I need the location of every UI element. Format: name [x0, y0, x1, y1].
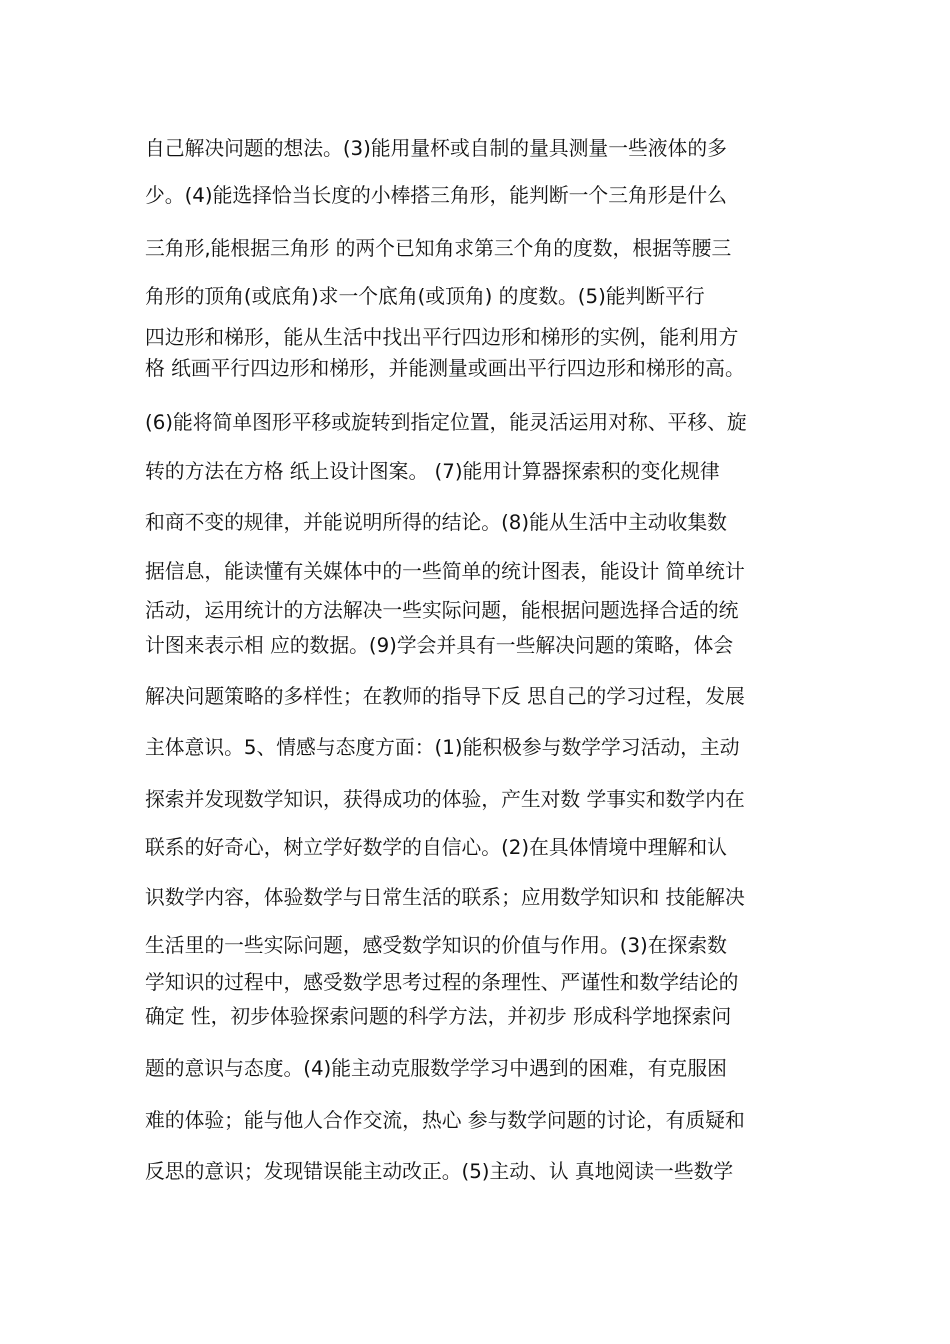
text-line: 探索并发现数学知识，获得成功的体验，产生对数 学事实和数学内在 [145, 788, 745, 811]
text-line: 格 纸画平行四边形和梯形，并能测量或画出平行四边形和梯形的高。 [145, 357, 745, 380]
text-line: 三角形,能根据三角形 的两个已知角求第三个角的度数，根据等腰三 [145, 237, 732, 260]
text-line: 确定 性，初步体验探索问题的科学方法，并初步 形成科学地探索问 [145, 1005, 732, 1028]
text-line: 和商不变的规律，并能说明所得的结论。(8)能从生活中主动收集数 [145, 511, 727, 534]
text-line: 反思的意识；发现错误能主动改正。(5)主动、认 真地阅读一些数学 [145, 1160, 734, 1183]
text-line: 联系的好奇心，树立学好数学的自信心。(2)在具体情境中理解和认 [145, 836, 727, 859]
text-line: 角形的顶角(或底角)求一个底角(或顶角) 的度数。(5)能判断平行 [145, 285, 705, 308]
text-line: 识数学内容，体验数学与日常生活的联系；应用数学知识和 技能解决 [145, 886, 745, 909]
text-line: 学知识的过程中，感受数学思考过程的条理性、严谨性和数学结论的 [145, 971, 739, 994]
text-line: (6)能将简单图形平移或旋转到指定位置，能灵活运用对称、平移、旋 [145, 411, 747, 434]
text-line: 少。(4)能选择恰当长度的小棒搭三角形，能判断一个三角形是什么 [145, 184, 727, 207]
text-line: 题的意识与态度。(4)能主动克服数学学习中遇到的困难，有克服困 [145, 1057, 727, 1080]
text-line: 转的方法在方格 纸上设计图案。 (7)能用计算器探索积的变化规律 [145, 460, 720, 483]
text-line: 难的体验；能与他人合作交流，热心 参与数学问题的讨论，有质疑和 [145, 1109, 745, 1132]
text-line: 计图来表示相 应的数据。(9)学会并具有一些解决问题的策略，体会 [145, 634, 734, 657]
text-line: 生活里的一些实际问题，感受数学知识的价值与作用。(3)在探索数 [145, 934, 727, 957]
text-line: 据信息，能读懂有关媒体中的一些简单的统计图表，能设计 简单统计 [145, 560, 745, 583]
text-line: 解决问题策略的多样性；在教师的指导下反 思自己的学习过程，发展 [145, 685, 745, 708]
text-line: 四边形和梯形，能从生活中找出平行四边形和梯形的实例，能利用方 [145, 326, 739, 349]
text-line: 自己解决问题的想法。(3)能用量杯或自制的量具测量一些液体的多 [145, 137, 727, 160]
text-line: 主体意识。5、情感与态度方面：(1)能积极参与数学学习活动，主动 [145, 736, 740, 759]
text-line: 活动，运用统计的方法解决一些实际问题，能根据问题选择合适的统 [145, 599, 739, 622]
